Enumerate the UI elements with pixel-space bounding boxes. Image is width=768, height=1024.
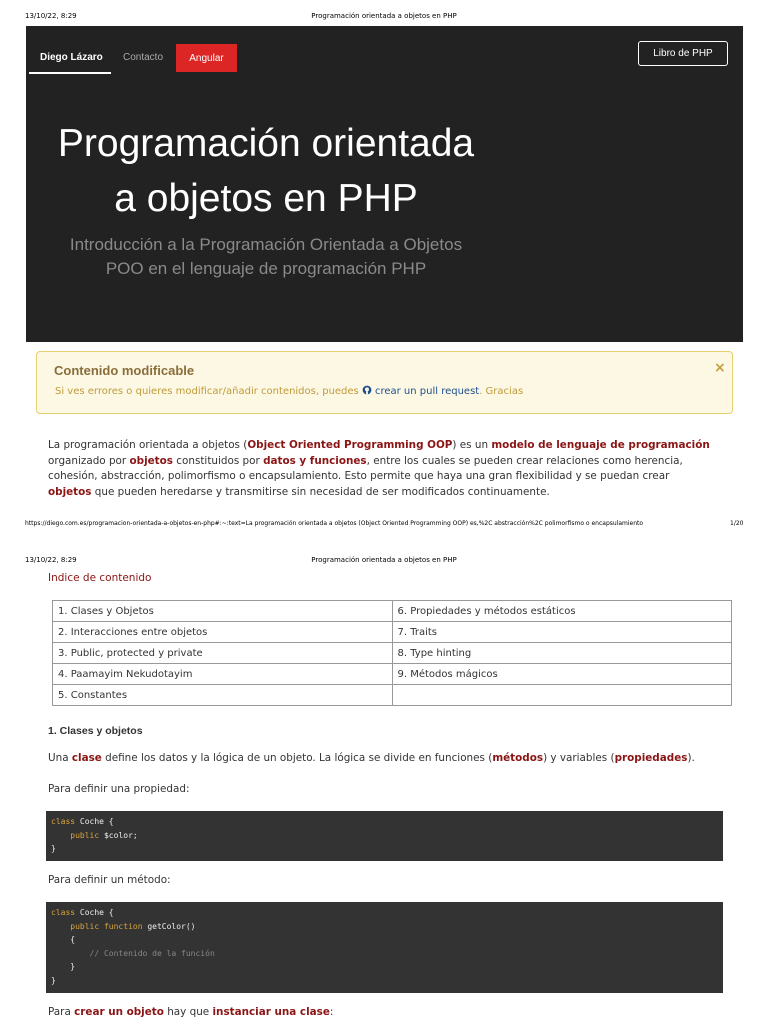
toc-link[interactable]: 7. Traits — [392, 622, 732, 643]
code-text: { — [51, 935, 76, 944]
intro-text: cohesión, abstracción, polimorfismo o encapsulamiento. Esto permite que haya una gran flexibilidad y se puedan crear — [48, 470, 670, 483]
intro-objects-term: objetos — [129, 454, 173, 467]
property-intro: Para definir una propiedad: — [48, 783, 190, 795]
close-icon[interactable]: × — [714, 360, 726, 376]
method-intro: Para definir un método: — [48, 874, 171, 886]
para-text: ). — [687, 752, 695, 764]
code-text: Coche { — [75, 908, 114, 917]
intro-paragraph — [48, 438, 713, 500]
intro-text: ) es un — [452, 439, 492, 451]
code-keyword: public — [51, 830, 100, 840]
print-date: 13/10/22, 8:29 — [25, 556, 77, 564]
print-header — [0, 12, 768, 26]
code-keyword: public function — [51, 921, 143, 931]
nav-active-underline — [29, 72, 111, 74]
table-row — [53, 664, 732, 685]
properties-term: propiedades — [614, 752, 688, 764]
intro-data-term: datos y funciones — [263, 454, 367, 467]
instantiate-class-term: instanciar una clase — [212, 1006, 330, 1018]
para-text: hay que — [163, 1006, 213, 1018]
create-object-term: crear un objeto — [74, 1006, 164, 1018]
alert-title: Contenido modificable — [54, 363, 195, 378]
toc-link[interactable]: 4. Paamayim Nekudotayim — [53, 664, 393, 685]
print-title: Programación orientada a objetos en PHP — [311, 556, 457, 564]
pull-request-link-label: crear un pull request — [374, 386, 480, 397]
code-text: } — [51, 975, 56, 985]
object-intro-paragraph — [48, 1005, 713, 1021]
code-text: $color; — [99, 830, 138, 840]
intro-model-term: modelo de lenguaje de programación — [491, 439, 710, 451]
nav-contact-link[interactable]: Contacto — [123, 52, 164, 63]
intro-text: que pueden heredarse y transmitirse sin necesidad de ser modificados continuamente. — [91, 485, 550, 498]
intro-oop-term: Object Oriented Programming OOP — [247, 439, 453, 451]
page-title-line1: Programación orientada — [57, 122, 475, 165]
print-header — [0, 556, 768, 570]
alert-text — [55, 385, 523, 397]
toc-link[interactable]: 8. Type hinting — [392, 643, 732, 664]
nav-angular-button[interactable]: Angular — [176, 44, 237, 72]
page-subtitle-line2: POO en el lenguaje de programación PHP — [105, 259, 427, 278]
code-keyword: class — [51, 817, 76, 826]
table-row — [53, 643, 732, 664]
toc-link[interactable]: 2. Interacciones entre objetos — [53, 622, 393, 643]
table-row — [53, 601, 732, 622]
para-text: Para — [48, 1006, 75, 1018]
editable-content-alert — [36, 351, 733, 414]
print-url: https://diego.com.es/programacion-orientada-a-objetos-en-php#:~:text=La programación orientada a objetos (Object Oriented Programming OOP) es,%2C abstracción%2C polimorfismo o encapsulamiento — [25, 520, 644, 527]
pull-request-link[interactable] — [362, 386, 479, 397]
book-php-button[interactable]: Libro de PHP — [638, 41, 728, 66]
toc-link[interactable]: 1. Clases y Objetos — [53, 601, 393, 622]
print-page-number: 1/20 — [730, 520, 744, 527]
page-subtitle-line1: Introducción a la Programación Orientada a Objetos — [69, 235, 463, 254]
intro-text: La programación orientada a objetos ( — [48, 439, 248, 451]
page-subtitle — [26, 233, 506, 281]
alert-text-before: Si ves errores o quieres modificar/añadir contenidos, puedes — [55, 386, 362, 397]
toc-link[interactable]: 6. Propiedades y métodos estáticos — [392, 601, 732, 622]
toc-link[interactable]: 9. Métodos mágicos — [392, 664, 732, 685]
alert-text-after: . Gracias — [479, 386, 524, 397]
code-block-method — [46, 902, 723, 993]
print-title: Programación orientada a objetos en PHP — [311, 12, 457, 20]
toc-empty-cell — [392, 685, 732, 706]
class-definition-paragraph — [48, 751, 713, 767]
toc-link[interactable]: 5. Constantes — [53, 685, 393, 706]
intro-text: organizado por — [48, 454, 130, 467]
section-heading: 1. Clases y objetos — [48, 725, 143, 737]
class-term: clase — [71, 752, 102, 764]
para-text: : — [329, 1006, 334, 1018]
intro-objects-term: objetos — [48, 485, 92, 498]
code-comment: // Contenido de la función — [51, 948, 215, 958]
table-row — [53, 685, 732, 706]
page-title — [26, 116, 506, 226]
toc-link[interactable]: 3. Public, protected y private — [53, 643, 393, 664]
code-text: Coche { — [75, 817, 114, 826]
print-date: 13/10/22, 8:29 — [25, 12, 77, 20]
para-text: define los datos y la lógica de un objeto. La lógica se divide en funciones ( — [101, 752, 493, 764]
code-keyword: class — [51, 908, 76, 917]
intro-text: constituidos por — [172, 454, 264, 467]
code-block-property — [46, 811, 723, 861]
code-text: } — [51, 844, 56, 853]
code-text: } — [51, 962, 76, 971]
table-row — [53, 622, 732, 643]
page-title-line2: a objetos en PHP — [114, 177, 418, 220]
para-text: ) y variables ( — [543, 752, 615, 764]
methods-term: métodos — [492, 752, 544, 764]
nav-brand-link[interactable]: Diego Lázaro — [40, 52, 103, 63]
intro-text: , entre los cuales se pueden crear relaciones como herencia, — [366, 454, 683, 467]
github-icon — [362, 385, 372, 395]
para-text: Una — [48, 752, 72, 764]
code-text: getColor() — [142, 921, 196, 931]
toc-table — [52, 600, 732, 706]
toc-title: Indice de contenido — [48, 572, 152, 584]
